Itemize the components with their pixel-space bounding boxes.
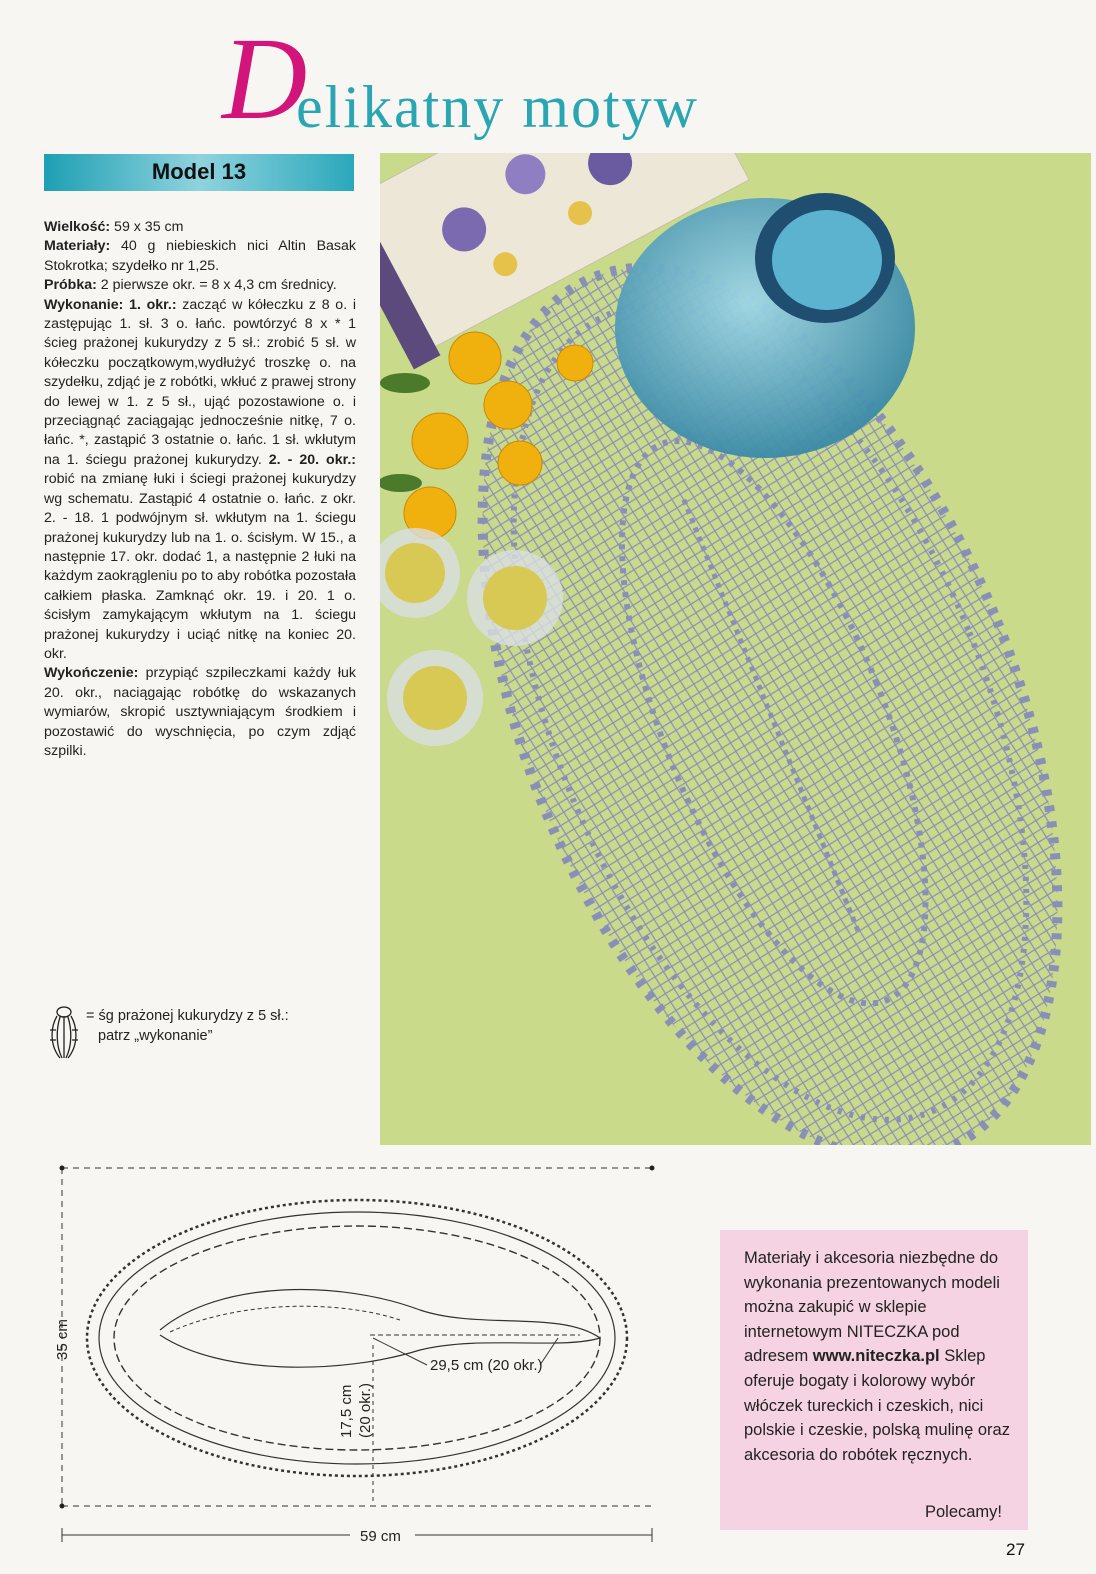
title-rest: elikatny motyw [296,74,699,140]
model-header [44,154,354,191]
pattern-diagram-drawing [40,1160,680,1550]
round2-text: robić na zmianę łuki i ściegi prażonej kukurydzy wg schematu. Zastąpić 4 ostatnie o. łańc. z okr. 2. - 18. 1 podwójnym sł. wkłutym na 1. ściegu prażonej kukurydzy lub na 1. o. ścisłym. W 15., a następnie 17. okr. dodać 1, a następnie 2 łuki na każdym zaokrągleniu po to aby robótka pozostała całkiem płaska. Zamknąć okr. 19. i 20. 1 o. ścisłym zamykającym wkłutym na 1. ściegu prażonej kukurydzy i uciąć nitkę na koniec 20. okr. [44,471,356,662]
pattern-diagram [40,1160,680,1550]
promo-url[interactable]: www.niteczka.pl [812,1347,940,1366]
materials-label: Materiały: [44,238,111,255]
sample-line [44,276,356,295]
promo-footer: Polecamy! [924,1503,1002,1521]
diagram-inner-height-sub: (20 okr.) [357,1382,374,1438]
materials-line [44,237,356,276]
stitch-legend [44,1002,344,1062]
finish-label: Wykończenie: [44,665,139,682]
title-initial: D [222,13,308,144]
execution-paragraph [44,296,356,665]
legend-text [86,1006,289,1046]
page-title [222,13,922,144]
execution-label: Wykonanie: [44,296,124,313]
finish-paragraph [44,664,356,761]
diagram-height-label: 35 cm [54,1319,71,1360]
diagram-inner-length-label: 29,5 cm (20 okr.) [430,1357,543,1374]
sample-text: 2 pierwsze okr. = 8 x 4,3 cm średnicy. [96,277,337,294]
materials-text: 40 g niebieskich nici Altin Basak Stokrotka; szydełko nr 1,25. [44,238,356,274]
popcorn-stitch-icon [44,1002,84,1062]
doily-photo-illustration [380,153,1091,1145]
legend-line-1: = śg prażonej kukurydzy z 5 sł.: [86,1008,289,1024]
doily-photo [380,153,1091,1145]
promo-text [744,1246,1014,1467]
model-label: Model 13 [151,159,247,184]
diagram-inner-height-label: 17,5 cm [338,1384,355,1438]
finish-text: przypiąć szpileczkami każdy łuk 20. okr., naciągając robótkę do wskazanych wymiarów, skropić usztywniającym środkiem i pozostawić do wyschnięcia, po czym zdjąć szpilki. [44,665,356,759]
promo-text-before: Materiały i akcesoria niezbędne do wykonania prezentowanych modeli można zakupić w sklepie internetowym NITECZKA pod adresem [744,1249,1000,1366]
size-text: 59 x 35 cm [110,219,184,235]
instructions-text [44,218,356,761]
promo-text-after: Sklep oferuje bogaty i kolorowy wybór włóczek tureckich i czeskich, nici polskie i czeskie, polską mulinę oraz akcesoria do robótek ręcznych. [744,1347,1010,1464]
round1-text: zacząć w kółeczku z 8 o. i zastępując 1. sł. 3 o. łańc. powtórzyć 8 x * 1 ścieg prażonej kukurydzy z 5 sł.: zrobić 5 sł. w kółeczku początkowym,wydłużyć troszkę o. na szydełku, zdjąć je z robótki, wkłuć z prawej strony do lewej w 1. z 5 sł., ująć pozostawione o. i przeciągnąć zaciągając jednocześnie nitkę, 7 o. łańc. *, zastąpić 3 ostatnie o. łańc. 1 sł. wkłutym na 1. ściegu prażonej kukurydzy. [44,296,356,468]
size-label: Wielkość: [44,219,111,235]
legend-line-2: patrz „wykonanie” [98,1028,213,1044]
page-number: 27 [1006,1540,1025,1559]
sample-label: Próbka: [44,277,97,294]
round1-label: 1. okr.: [123,296,177,313]
size-line [44,218,356,237]
promo-box [720,1230,1028,1530]
round2-label: 2. - 20. okr.: [261,451,356,468]
diagram-width-label: 59 cm [360,1528,401,1545]
